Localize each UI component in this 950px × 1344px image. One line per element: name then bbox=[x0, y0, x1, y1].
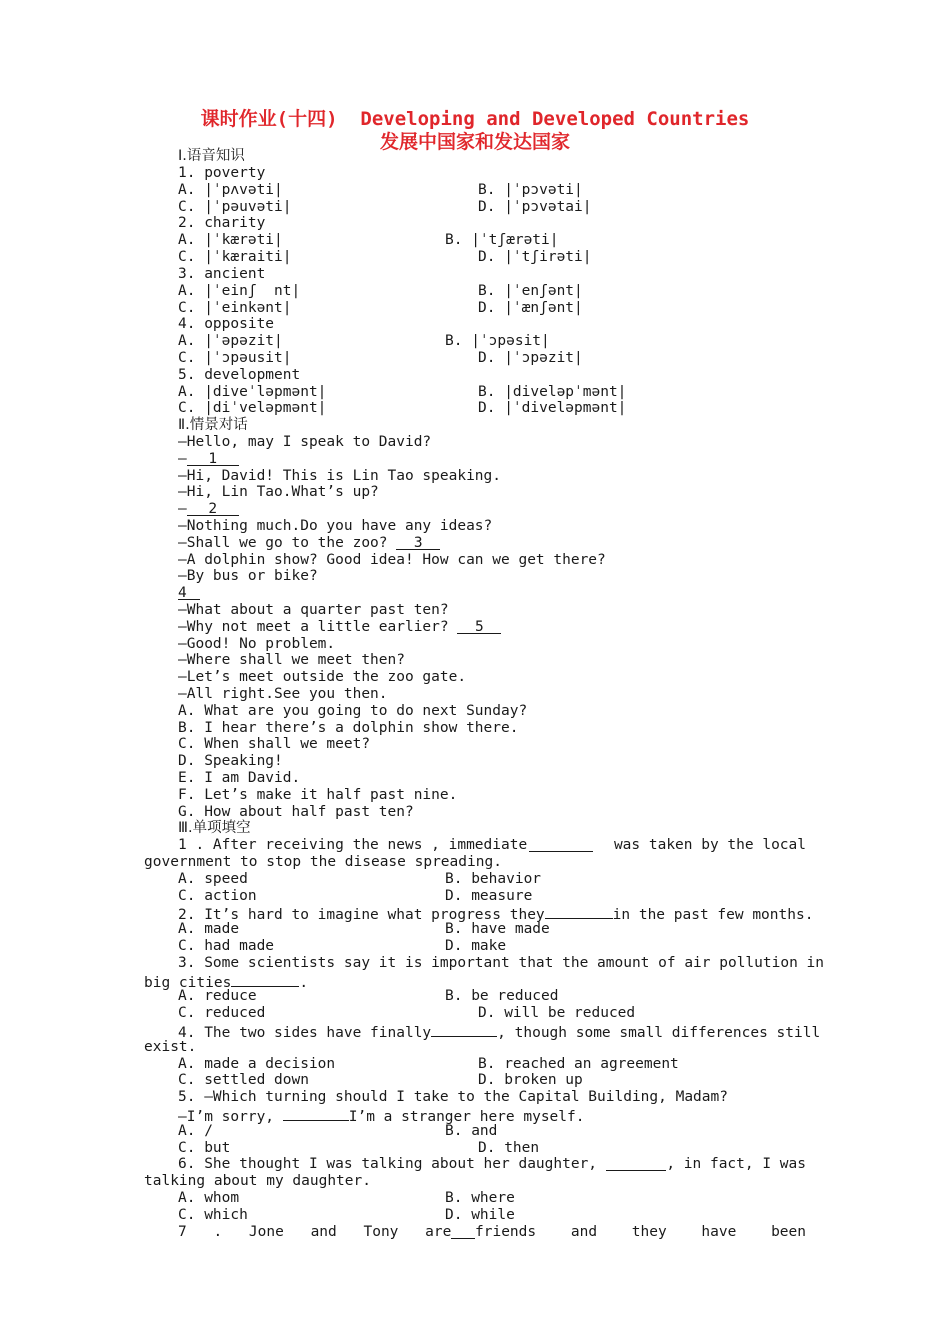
question-5-line: —I’m sorry, I’m a stranger here myself. bbox=[178, 1106, 584, 1123]
question-1-line: government to stop the disease spreading. bbox=[144, 854, 502, 870]
dialogue-line: —Where shall we meet then? bbox=[178, 652, 405, 668]
option-d: D. while bbox=[445, 1207, 515, 1223]
question-1-line: 1 . After receiving the news , immediate was taken by the local bbox=[178, 837, 806, 853]
option-b: B. |ˈtʃærəti| bbox=[445, 232, 559, 248]
dialogue-line-blank-4: 4 bbox=[178, 585, 200, 602]
option-b: B. |ˈɔpəsit| bbox=[445, 333, 550, 349]
question-3-line: big cities . bbox=[144, 972, 308, 989]
dialogue-option: E. I am David. bbox=[178, 770, 301, 786]
option-c: C. |ˈeinkənt| bbox=[178, 300, 292, 316]
option-c: C. |ˈɔpəusit| bbox=[178, 350, 292, 366]
dialogue-line: —A dolphin show? Good idea! How can we get there? bbox=[178, 552, 606, 568]
option-a: A. |ˈpʌvəti| bbox=[178, 182, 283, 198]
option-a: A. made a decision bbox=[178, 1056, 336, 1072]
question-4-line: 4. The two sides have finally , though some small differences still bbox=[178, 1022, 820, 1039]
option-a: A. |diveˈləpmənt| bbox=[178, 384, 327, 400]
option-c: C. |ˈpəuvəti| bbox=[178, 199, 292, 215]
question-3-line: 3. Some scientists say it is important that the amount of air pollution in bbox=[178, 955, 825, 971]
option-d: D. |ˈænʃənt| bbox=[478, 300, 583, 316]
option-a: A. speed bbox=[178, 871, 248, 887]
option-d: D. |ˈdiveləpmənt| bbox=[478, 400, 627, 416]
option-d: D. will be reduced bbox=[478, 1005, 636, 1021]
question-word: 4. opposite bbox=[178, 316, 275, 332]
dialogue-option: C. When shall we meet? bbox=[178, 736, 371, 752]
dialogue-line: —By bus or bike? bbox=[178, 568, 318, 584]
question-word: 3. ancient bbox=[178, 266, 266, 282]
option-b: B. reached an agreement bbox=[478, 1056, 679, 1072]
dialogue-line: —Nothing much.Do you have any ideas? bbox=[178, 518, 493, 534]
dialogue-option: F. Let’s make it half past nine. bbox=[178, 787, 458, 803]
question-2-line: 2. It’s hard to imagine what progress they in the past few months. bbox=[178, 904, 813, 921]
section-heading-phonetics: Ⅰ.语音知识 bbox=[178, 148, 245, 164]
option-a: A. |ˈeinʃ nt| bbox=[178, 283, 301, 299]
option-b: B. be reduced bbox=[445, 988, 559, 1004]
option-c: C. action bbox=[178, 888, 257, 904]
dialogue-option: B. I hear there’s a dolphin show there. bbox=[178, 720, 519, 736]
question-word: 2. charity bbox=[178, 215, 266, 231]
option-b: B. |ˈenʃənt| bbox=[478, 283, 583, 299]
page-title-english: 课时作业(十四) Developing and Developed Countries bbox=[200, 108, 750, 130]
dialogue-line: —Hello, may I speak to David? bbox=[178, 434, 432, 450]
question-4-line: exist. bbox=[144, 1039, 197, 1055]
option-c: C. which bbox=[178, 1207, 248, 1223]
option-d: D. |ˈɔpəzit| bbox=[478, 350, 583, 366]
question-7-line: 7 . Jone and Tony are friends and they have been bbox=[178, 1224, 806, 1240]
section-heading-multiple-choice: Ⅲ.单项填空 bbox=[178, 820, 251, 836]
question-6-line: talking about my daughter. bbox=[144, 1173, 371, 1189]
option-c: C. |diˈveləpmənt| bbox=[178, 400, 327, 416]
section-heading-dialogue: Ⅱ.情景对话 bbox=[178, 417, 248, 433]
option-d: D. measure bbox=[445, 888, 533, 904]
option-c: C. but bbox=[178, 1140, 231, 1156]
option-b: B. and bbox=[445, 1123, 498, 1139]
option-c: C. |ˈkæraiti| bbox=[178, 249, 292, 265]
dialogue-option: D. Speaking! bbox=[178, 753, 283, 769]
dialogue-line: —Let’s meet outside the zoo gate. bbox=[178, 669, 467, 685]
option-c: C. settled down bbox=[178, 1072, 309, 1088]
option-d: D. then bbox=[478, 1140, 540, 1156]
option-c: C. had made bbox=[178, 938, 275, 954]
dialogue-option: G. How about half past ten? bbox=[178, 804, 414, 820]
option-a: A. |ˈəpəzit| bbox=[178, 333, 283, 349]
option-b: B. |ˈpɔvəti| bbox=[478, 182, 583, 198]
dialogue-line-blank-3: —Shall we go to the zoo? 3 bbox=[178, 535, 440, 552]
option-b: B. where bbox=[445, 1190, 515, 1206]
dialogue-option: A. What are you going to do next Sunday? bbox=[178, 703, 528, 719]
option-d: D. |ˈpɔvətai| bbox=[478, 199, 592, 215]
option-a: A. whom bbox=[178, 1190, 240, 1206]
dialogue-line: —All right.See you then. bbox=[178, 686, 388, 702]
option-a: A. made bbox=[178, 921, 240, 937]
page-title-chinese: 发展中国家和发达国家 bbox=[379, 131, 570, 153]
option-b: B. behavior bbox=[445, 871, 542, 887]
question-5-line: 5. —Which turning should I take to the Capital Building, Madam? bbox=[178, 1089, 728, 1105]
option-d: D. make bbox=[445, 938, 507, 954]
dialogue-line-blank-2: — 2 bbox=[178, 501, 239, 518]
option-b: B. |diveləpˈmənt| bbox=[478, 384, 627, 400]
option-d: D. |ˈtʃirəti| bbox=[478, 249, 592, 265]
dialogue-line-blank-5: —Why not meet a little earlier? 5 bbox=[178, 619, 501, 636]
option-b: B. have made bbox=[445, 921, 550, 937]
dialogue-line-blank-1: — 1 bbox=[178, 451, 239, 468]
dialogue-line: —Hi, Lin Tao.What’s up? bbox=[178, 484, 379, 500]
dialogue-line: —What about a quarter past ten? bbox=[178, 602, 449, 618]
dialogue-line: —Hi, David! This is Lin Tao speaking. bbox=[178, 468, 502, 484]
option-a: A. / bbox=[178, 1123, 213, 1139]
option-d: D. broken up bbox=[478, 1072, 583, 1088]
dialogue-line: —Good! No problem. bbox=[178, 636, 336, 652]
question-6-line: 6. She thought I was talking about her daughter, , in fact, I was bbox=[178, 1156, 806, 1172]
question-word: 5. development bbox=[178, 367, 301, 383]
option-a: A. |ˈkærəti| bbox=[178, 232, 283, 248]
option-a: A. reduce bbox=[178, 988, 257, 1004]
question-word: 1. poverty bbox=[178, 165, 266, 181]
option-c: C. reduced bbox=[178, 1005, 266, 1021]
